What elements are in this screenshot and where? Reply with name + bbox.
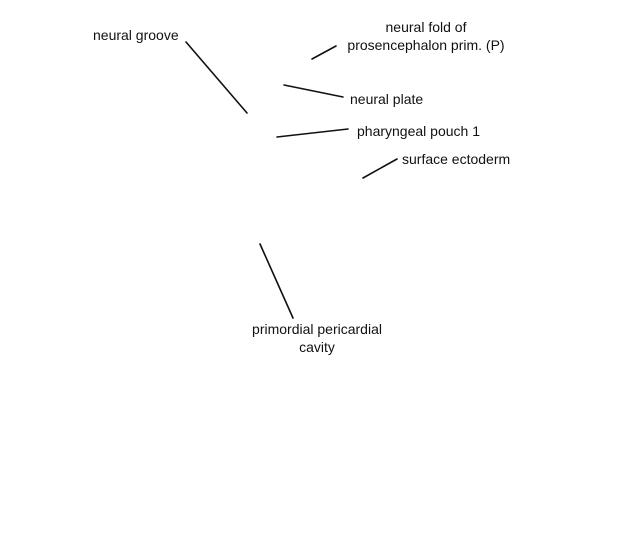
label-pericardial-cavity-line1: primordial pericardial xyxy=(252,321,382,337)
label-pericardial-cavity-line2: cavity xyxy=(299,339,335,355)
label-surface-ectoderm-text: surface ectoderm xyxy=(402,151,511,167)
leader-line-neural-plate xyxy=(284,85,343,97)
leader-line-pericardial-cavity xyxy=(260,244,293,318)
leader-line-pharyngeal-pouch xyxy=(277,129,348,137)
label-pharyngeal-pouch-text: pharyngeal pouch 1 xyxy=(357,123,480,139)
leader-line-neural-fold xyxy=(312,46,336,59)
label-neural-plate-text: neural plate xyxy=(350,91,424,107)
label-neural-plate xyxy=(350,90,423,108)
label-pericardial-cavity xyxy=(245,320,389,356)
label-surface-ectoderm xyxy=(402,150,510,168)
leader-line-surface-ectoderm xyxy=(363,159,397,178)
label-neural-groove xyxy=(93,26,179,44)
label-neural-fold-line2: prosencephalon prim. (P) xyxy=(347,37,505,53)
leader-line-neural-groove xyxy=(186,42,247,113)
label-neural-fold xyxy=(342,18,510,54)
label-neural-groove-text: neural groove xyxy=(93,27,179,43)
label-neural-fold-line1: neural fold of xyxy=(385,19,467,35)
label-pharyngeal-pouch xyxy=(357,122,480,140)
